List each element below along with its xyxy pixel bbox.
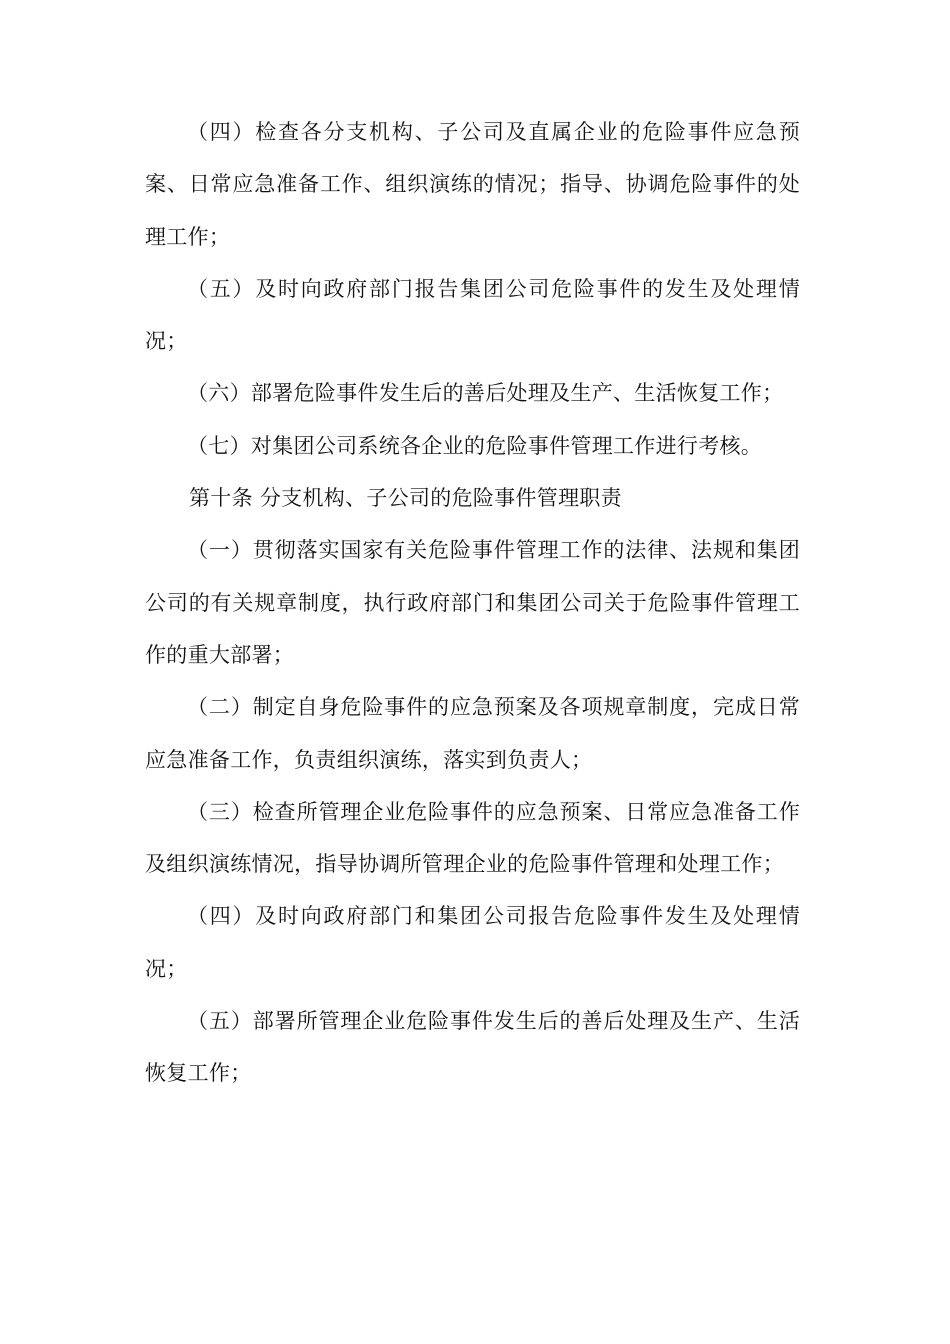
paragraph-item-4-reporting: （四）及时向政府部门和集团公司报告危险事件发生及处理情况； (145, 904, 800, 981)
paragraph-item-7-assessment: （七）对集团公司系统各企业的危险事件管理工作进行考核。 (187, 433, 763, 458)
document-body (145, 106, 800, 1100)
article-10-heading: 第十条 分支机构、子公司的危险事件管理职责 (189, 486, 622, 511)
paragraph-item-5-recovery: （五）部署所管理企业危险事件发生后的善后处理及生产、生活恢复工作； (145, 1009, 800, 1086)
paragraph-item-3-inspection: （三）检查所管理企业危险事件的应急预案、日常应急准备工作及组织演练情况，指导协调所管理企业的危险事件管理和处理工作； (145, 799, 800, 877)
paragraph-item-6-recovery: （六）部署危险事件发生后的善后处理及生产、生活恢复工作； (187, 381, 784, 406)
paragraph-item-4-inspection: （四）检查各分支机构、子公司及直属企业的危险事件应急预案、日常应急准备工作、组织演练的情况；指导、协调危险事件的处理工作； (145, 120, 800, 249)
paragraph-item-5-reporting: （五）及时向政府部门报告集团公司危险事件的发生及处理情况； (145, 276, 800, 354)
paragraph-item-1-implementation: （一）贯彻落实国家有关危险事件管理工作的法律、法规和集团公司的有关规章制度，执行政府部门和集团公司关于危险事件管理工作的重大部署； (145, 538, 800, 667)
paragraph-item-2-planning: （二）制定自身危险事件的应急预案及各项规章制度，完成日常应急准备工作，负责组织演练，落实到负责人； (145, 695, 800, 772)
